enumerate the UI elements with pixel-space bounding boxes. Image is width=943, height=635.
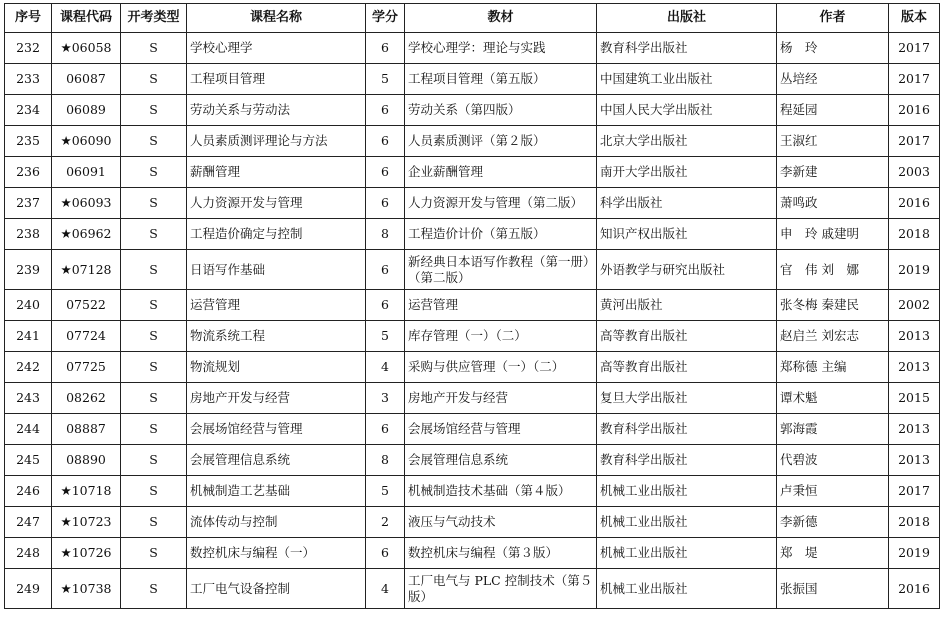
cell-exam-type: S	[121, 569, 187, 609]
cell-credits: 3	[366, 383, 405, 414]
cell-edition-year: 2015	[889, 383, 940, 414]
cell-edition-year: 2016	[889, 188, 940, 219]
cell-credits: 5	[366, 64, 405, 95]
cell-textbook: 学校心理学：理论与实践	[405, 33, 597, 64]
cell-credits: 6	[366, 157, 405, 188]
table-row	[5, 33, 940, 64]
cell-course-name: 人员素质测评理论与方法	[187, 126, 366, 157]
cell-course-name: 人力资源开发与管理	[187, 188, 366, 219]
cell-course-name: 房地产开发与经营	[187, 383, 366, 414]
cell-credits: 4	[366, 569, 405, 609]
cell-publisher: 中国人民大学出版社	[597, 95, 777, 126]
cell-publisher: 教育科学出版社	[597, 414, 777, 445]
table-body	[5, 33, 940, 609]
cell-edition-year: 2003	[889, 157, 940, 188]
cell-publisher: 机械工业出版社	[597, 476, 777, 507]
cell-index: 249	[5, 569, 52, 609]
header-row	[5, 4, 940, 33]
cell-author: 郑称德 主编	[777, 352, 889, 383]
cell-exam-type: S	[121, 188, 187, 219]
cell-edition-year: 2016	[889, 95, 940, 126]
table-row	[5, 352, 940, 383]
cell-course-code: ★10726	[52, 538, 121, 569]
cell-credits: 8	[366, 445, 405, 476]
textbook-table	[4, 3, 940, 609]
table-row	[5, 290, 940, 321]
cell-exam-type: S	[121, 445, 187, 476]
cell-index: 243	[5, 383, 52, 414]
cell-course-code: ★10718	[52, 476, 121, 507]
cell-index: 247	[5, 507, 52, 538]
cell-course-code: 07724	[52, 321, 121, 352]
cell-publisher: 南开大学出版社	[597, 157, 777, 188]
cell-course-name: 学校心理学	[187, 33, 366, 64]
cell-textbook: 新经典日本语写作教程（第一册）（第二版）	[405, 250, 597, 290]
cell-author: 杨 玲	[777, 33, 889, 64]
cell-edition-year: 2017	[889, 126, 940, 157]
cell-publisher: 科学出版社	[597, 188, 777, 219]
cell-publisher: 黄河出版社	[597, 290, 777, 321]
cell-exam-type: S	[121, 157, 187, 188]
cell-credits: 5	[366, 321, 405, 352]
cell-edition-year: 2013	[889, 352, 940, 383]
cell-course-name: 工程项目管理	[187, 64, 366, 95]
cell-credits: 2	[366, 507, 405, 538]
cell-index: 241	[5, 321, 52, 352]
cell-index: 242	[5, 352, 52, 383]
table-row	[5, 383, 940, 414]
cell-index: 234	[5, 95, 52, 126]
cell-textbook: 工程造价计价（第五版）	[405, 219, 597, 250]
cell-index: 244	[5, 414, 52, 445]
cell-textbook: 采购与供应管理（一）（二）	[405, 352, 597, 383]
cell-publisher: 北京大学出版社	[597, 126, 777, 157]
cell-course-name: 薪酬管理	[187, 157, 366, 188]
cell-course-code: 06091	[52, 157, 121, 188]
cell-author: 申 玲 戚建明	[777, 219, 889, 250]
cell-author: 李新德	[777, 507, 889, 538]
cell-edition-year: 2013	[889, 445, 940, 476]
cell-index: 248	[5, 538, 52, 569]
header-textbook: 教材	[405, 4, 597, 33]
cell-edition-year: 2002	[889, 290, 940, 321]
cell-credits: 8	[366, 219, 405, 250]
cell-course-code: ★10738	[52, 569, 121, 609]
cell-edition-year: 2016	[889, 569, 940, 609]
cell-author: 代碧波	[777, 445, 889, 476]
cell-textbook: 人力资源开发与管理（第二版）	[405, 188, 597, 219]
table-row	[5, 538, 940, 569]
cell-index: 237	[5, 188, 52, 219]
cell-exam-type: S	[121, 507, 187, 538]
table-row	[5, 445, 940, 476]
cell-author: 丛培经	[777, 64, 889, 95]
cell-edition-year: 2017	[889, 64, 940, 95]
cell-course-code: 08890	[52, 445, 121, 476]
cell-edition-year: 2018	[889, 219, 940, 250]
cell-exam-type: S	[121, 290, 187, 321]
cell-exam-type: S	[121, 95, 187, 126]
cell-credits: 6	[366, 414, 405, 445]
header-author: 作者	[777, 4, 889, 33]
cell-textbook: 运营管理	[405, 290, 597, 321]
cell-edition-year: 2019	[889, 538, 940, 569]
cell-course-name: 日语写作基础	[187, 250, 366, 290]
cell-credits: 6	[366, 250, 405, 290]
cell-exam-type: S	[121, 33, 187, 64]
cell-exam-type: S	[121, 538, 187, 569]
cell-credits: 6	[366, 33, 405, 64]
cell-course-name: 会展场馆经营与管理	[187, 414, 366, 445]
cell-index: 245	[5, 445, 52, 476]
cell-textbook: 工厂电气与 PLC 控制技术（第５版）	[405, 569, 597, 609]
cell-index: 235	[5, 126, 52, 157]
cell-course-code: 08887	[52, 414, 121, 445]
cell-index: 233	[5, 64, 52, 95]
table-row	[5, 95, 940, 126]
table-row	[5, 157, 940, 188]
cell-course-code: 07725	[52, 352, 121, 383]
cell-exam-type: S	[121, 476, 187, 507]
cell-course-name: 数控机床与编程（一）	[187, 538, 366, 569]
cell-publisher: 教育科学出版社	[597, 33, 777, 64]
header-course-name: 课程名称	[187, 4, 366, 33]
cell-index: 232	[5, 33, 52, 64]
table-row	[5, 569, 940, 609]
header-publisher: 出版社	[597, 4, 777, 33]
cell-course-name: 物流规划	[187, 352, 366, 383]
header-edition-year: 版本	[889, 4, 940, 33]
cell-exam-type: S	[121, 126, 187, 157]
cell-author: 萧鸣政	[777, 188, 889, 219]
cell-course-code: 07522	[52, 290, 121, 321]
cell-exam-type: S	[121, 414, 187, 445]
cell-course-name: 运营管理	[187, 290, 366, 321]
cell-publisher: 教育科学出版社	[597, 445, 777, 476]
cell-course-code: 06087	[52, 64, 121, 95]
cell-course-name: 物流系统工程	[187, 321, 366, 352]
cell-author: 张冬梅 秦建民	[777, 290, 889, 321]
cell-course-code: ★06090	[52, 126, 121, 157]
cell-exam-type: S	[121, 352, 187, 383]
table-row	[5, 414, 940, 445]
cell-edition-year: 2013	[889, 321, 940, 352]
cell-course-code: ★10723	[52, 507, 121, 538]
cell-edition-year: 2019	[889, 250, 940, 290]
cell-publisher: 外语教学与研究出版社	[597, 250, 777, 290]
cell-textbook: 人员素质测评（第２版）	[405, 126, 597, 157]
cell-textbook: 数控机床与编程（第３版）	[405, 538, 597, 569]
cell-credits: 4	[366, 352, 405, 383]
cell-author: 郑 堤	[777, 538, 889, 569]
cell-index: 238	[5, 219, 52, 250]
cell-exam-type: S	[121, 250, 187, 290]
header-index: 序号	[5, 4, 52, 33]
cell-course-name: 机械制造工艺基础	[187, 476, 366, 507]
cell-credits: 6	[366, 95, 405, 126]
cell-publisher: 中国建筑工业出版社	[597, 64, 777, 95]
cell-textbook: 劳动关系（第四版）	[405, 95, 597, 126]
cell-edition-year: 2018	[889, 507, 940, 538]
cell-author: 官 伟 刘 娜	[777, 250, 889, 290]
table-row	[5, 250, 940, 290]
cell-author: 谭术魁	[777, 383, 889, 414]
cell-exam-type: S	[121, 383, 187, 414]
cell-course-name: 工厂电气设备控制	[187, 569, 366, 609]
table-row	[5, 188, 940, 219]
table-row	[5, 507, 940, 538]
cell-textbook: 会展管理信息系统	[405, 445, 597, 476]
cell-exam-type: S	[121, 219, 187, 250]
cell-author: 张振国	[777, 569, 889, 609]
header-credits: 学分	[366, 4, 405, 33]
cell-author: 卢秉恒	[777, 476, 889, 507]
cell-author: 王淑红	[777, 126, 889, 157]
cell-publisher: 高等教育出版社	[597, 321, 777, 352]
cell-author: 程延园	[777, 95, 889, 126]
cell-publisher: 高等教育出版社	[597, 352, 777, 383]
cell-publisher: 机械工业出版社	[597, 538, 777, 569]
cell-credits: 5	[366, 476, 405, 507]
table-row	[5, 476, 940, 507]
cell-textbook: 房地产开发与经营	[405, 383, 597, 414]
cell-author: 郭海霞	[777, 414, 889, 445]
cell-textbook: 会展场馆经营与管理	[405, 414, 597, 445]
cell-edition-year: 2017	[889, 33, 940, 64]
cell-course-code: ★06058	[52, 33, 121, 64]
cell-author: 李新建	[777, 157, 889, 188]
cell-credits: 6	[366, 538, 405, 569]
cell-index: 236	[5, 157, 52, 188]
table-row	[5, 219, 940, 250]
cell-publisher: 机械工业出版社	[597, 507, 777, 538]
cell-exam-type: S	[121, 321, 187, 352]
cell-course-name: 会展管理信息系统	[187, 445, 366, 476]
header-exam-type: 开考类型	[121, 4, 187, 33]
cell-publisher: 机械工业出版社	[597, 569, 777, 609]
cell-publisher: 复旦大学出版社	[597, 383, 777, 414]
table-row	[5, 126, 940, 157]
cell-index: 240	[5, 290, 52, 321]
cell-edition-year: 2013	[889, 414, 940, 445]
cell-course-name: 流体传动与控制	[187, 507, 366, 538]
cell-textbook: 工程项目管理（第五版）	[405, 64, 597, 95]
cell-credits: 6	[366, 126, 405, 157]
cell-course-code: 08262	[52, 383, 121, 414]
header-course-code: 课程代码	[52, 4, 121, 33]
cell-exam-type: S	[121, 64, 187, 95]
cell-index: 246	[5, 476, 52, 507]
table-row	[5, 321, 940, 352]
cell-textbook: 企业薪酬管理	[405, 157, 597, 188]
cell-textbook: 库存管理（一）（二）	[405, 321, 597, 352]
cell-course-code: ★07128	[52, 250, 121, 290]
cell-author: 赵启兰 刘宏志	[777, 321, 889, 352]
cell-credits: 6	[366, 290, 405, 321]
cell-course-code: ★06093	[52, 188, 121, 219]
cell-course-code: ★06962	[52, 219, 121, 250]
cell-course-code: 06089	[52, 95, 121, 126]
cell-textbook: 机械制造技术基础（第４版）	[405, 476, 597, 507]
cell-publisher: 知识产权出版社	[597, 219, 777, 250]
cell-index: 239	[5, 250, 52, 290]
cell-course-name: 劳动关系与劳动法	[187, 95, 366, 126]
cell-credits: 6	[366, 188, 405, 219]
cell-edition-year: 2017	[889, 476, 940, 507]
table-row	[5, 64, 940, 95]
cell-course-name: 工程造价确定与控制	[187, 219, 366, 250]
cell-textbook: 液压与气动技术	[405, 507, 597, 538]
